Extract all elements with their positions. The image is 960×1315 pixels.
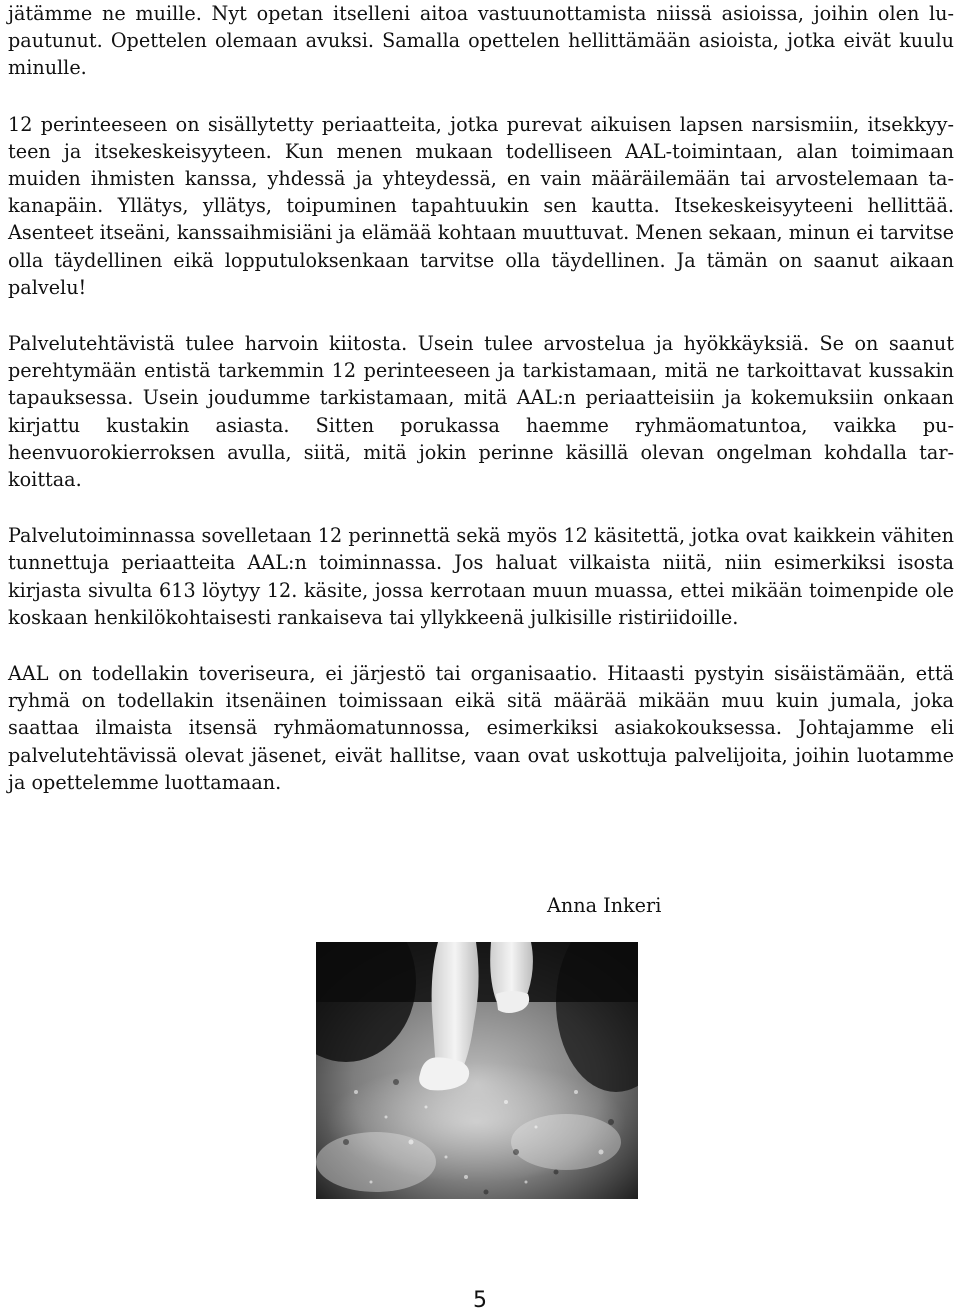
paragraph-spacer (8, 493, 954, 522)
paragraph-spacer (8, 631, 954, 660)
article-body (8, 0, 954, 796)
bare-feet-photo-icon (316, 942, 638, 1199)
paragraph-3: Palvelutehtävistä tulee harvoin kiitosta. Usein tulee arvostelua ja hyökkäyksiä. Se on saanut perehtymään entistä tarkemmin 12 perinteeseen ja tarkistamaan, mitä ne tarkoittavat kussakin tapauksessa. Usein joudumme tarkistamaan, mitä AAL:n periaatteisiin ja kokemuksiin onkaan kirjattu kustakin asiasta. Sitten porukassa haemme ryhmäomatuntoa, vaikka puheenvuorokierroksen avulla, siitä, mitä jokin perinne käsillä olevan ongelman kohdalla tarkoittaa. (8, 332, 954, 492)
paragraph-spacer (8, 82, 954, 111)
paragraph-4: Palvelutoiminnassa sovelletaan 12 perinnettä sekä myös 12 käsitettä, jotka ovat kaikkein vähiten tunnettuja periaatteita AAL:n toiminnassa. Jos haluat vilkaista niitä, niin esimerkiksi isosta kirjasta sivulta 613 löytyy 12. käsite, jossa kerrotaan muun muassa, ettei mikään toimenpide ole koskaan henkilökohtaisesti rankaiseva tai yllykkeenä julkisille ristiriidoille. (8, 524, 954, 629)
paragraph-spacer (8, 301, 954, 330)
paragraph-5: AAL on todellakin toveriseura, ei järjestö tai organisaatio. Hitaasti pystyin sisäistämään, että ryhmä on todellakin itsenäinen toimissaan eikä sitä määrää mikään muu kuin jumala, joka saattaa ilmaista itsensä ryhmäomatunnossa, esimerkiksi asiakokouksessa. Johtajamme eli palvelutehtävissä olevat jäsenet, eivät hallitse, vaan ovat uskottuja palvelijoita, joihin luotamme ja opettelemme luottamaan. (8, 662, 954, 794)
page-number: 5 (473, 1288, 487, 1313)
paragraph-1: jätämme ne muille. Nyt opetan itselleni aitoa vastuunottamista niissä asioissa, joihin olen lupautunut. Opettelen olemaan avuksi. Samalla opettelen hellittämään asioista, jotka eivät kuulu minulle. (8, 2, 954, 80)
paragraph-2: 12 perinteeseen on sisällytetty periaatteita, jotka purevat aikuisen lapsen narsismiin, itsekkyyteen ja itsekeskeisyyteen. Kun menen mukaan todelliseen AAL-toimintaan, alan toimimaan muiden ihmisten kanssa, yhdessä ja yhteydessä, en vain määräilemään tai arvostelemaan takanapäin. Yllätys, yllätys, toipuminen tapahtuukin sen kautta. Itsekeskeisyyteeni hellittää. Asenteet itseäni, kanssaihmisiäni ja elämää kohtaan muuttuvat. Menen sekaan, minun ei tarvitse olla täydellinen eikä lopputuloksenkaan tarvitse olla täydellinen. Ja tämän on saanut aikaan palvelu! (8, 112, 955, 299)
author-signature: Anna Inkeri (547, 894, 662, 917)
